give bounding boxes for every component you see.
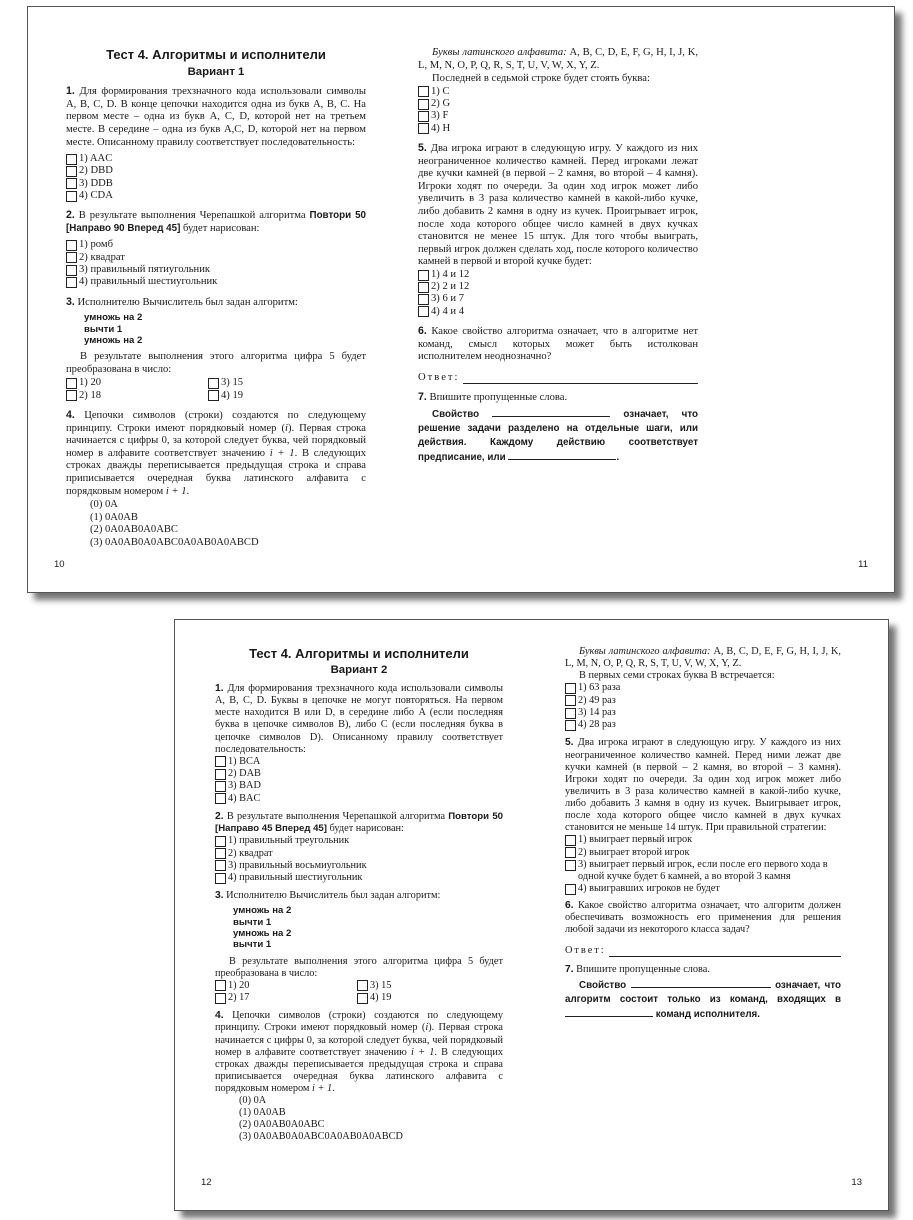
option[interactable]: 3) F — [418, 110, 698, 122]
question-2: 2. В результате выполнения Черепашкой алгоритма Повтори 50 [Направо 90 Вперед 45] будет нарисован: — [66, 209, 367, 234]
checkbox[interactable] — [357, 993, 368, 1004]
option[interactable]: 2) DBD — [66, 165, 366, 177]
question-5: 5. Два игрока играют в следующую игру. У каждого из них неограниченное количество камней. Перед ними лежат две кучки камней (в первой – 2 камня, во второй – 3 камня). Игроки ходят по очереди. За один ход игрок может либо увеличить в 3 раза количество камней в какой-либо кучке, либо добавить 3 камня в одну из кучек. Выигрывает игрок, после хода которого общее число камней в двух кучках становится не меньше 14 штук. При правильной стратегии: — [565, 737, 842, 834]
page-number: 11 — [858, 559, 868, 570]
question-1-options — [66, 153, 366, 202]
checkbox[interactable] — [565, 860, 576, 871]
checkbox[interactable] — [215, 756, 226, 767]
question-3: 3. Исполнителю Вычислитель был задан алгоритм: — [66, 295, 298, 308]
question-4: 4. Цепочки символов (строки) создаются по следующему принципу. Строки имеют порядковый номер (i). Первая строка начинается с цифры 0, за которой следует буква, чей порядковый номер в алфавите соответствует значению i + 1. В следующих строках дважды переписывается предыдущая строка и справа приписывается очередная буква латинского алфавита с порядковым номером i + 1. — [215, 1010, 503, 1094]
question-3-result: В результате выполнения этого алгоритма цифра 5 будет преобразована в число: — [215, 955, 503, 979]
question-3-result: В результате выполнения этого алгоритма цифра 5 будет преобразована в число: — [66, 351, 366, 375]
option[interactable]: 4) 19 — [357, 992, 499, 1004]
checkbox[interactable] — [66, 390, 77, 401]
checkbox[interactable] — [66, 252, 77, 263]
question-4-options — [418, 86, 698, 135]
question-1-options — [215, 756, 503, 805]
checkbox[interactable] — [66, 277, 77, 288]
option[interactable]: 2) 49 раз — [565, 695, 841, 707]
question-2: 2. В результате выполнения Черепашкой алгоритма Повтори 50 [Направо 45 Вперед 45] будет нарисован: — [215, 810, 503, 835]
checkbox[interactable] — [565, 847, 576, 858]
checkbox[interactable] — [215, 836, 226, 847]
answer-line[interactable] — [463, 373, 699, 384]
variant-heading: Вариант 1 — [187, 65, 245, 78]
option[interactable]: 1) AAC — [66, 153, 366, 165]
checkbox[interactable] — [418, 111, 429, 122]
blank-field[interactable] — [631, 978, 771, 988]
checkbox[interactable] — [565, 708, 576, 719]
page-title: Тест 4. Алгоритмы и исполнители — [106, 47, 326, 62]
option[interactable]: 4) BAC — [215, 793, 503, 805]
checkbox[interactable] — [66, 154, 77, 165]
checkbox[interactable] — [215, 993, 226, 1004]
checkbox[interactable] — [66, 178, 77, 189]
checkbox[interactable] — [66, 166, 77, 177]
question-1: 1. Для формирования трехзначного кода использовали символы A, B, C, D. В конце цепочки находится одна из букв A, B, C. На первом месте – одна из букв A, C, D, которой нет на третьем месте. В середине – одна из букв A,C, D, которой нет на первом месте. Описанному правилу соответствует последовательность: — [66, 85, 366, 148]
question-6: 6. Какое свойство алгоритма означает, что в алгоритме нет команд, смысл которых может быть истолкован исполнителем неоднозначно? — [418, 325, 699, 363]
fill-in-text: Свойство означает, что решение задачи разделено на отдельные шаги, или действия. Каждому действию соответствует предписание, или . — [418, 409, 698, 464]
string-sequence: (0) 0A (1) 0A0AB (2) 0A0AB0A0ABC (3) 0A0AB0A0ABC0A0AB0A0ABCD — [90, 499, 259, 548]
checkbox[interactable] — [66, 191, 77, 202]
page-number: 13 — [851, 1177, 862, 1188]
option[interactable]: 4) правильный шестиугольник — [215, 872, 503, 884]
spread-variant-1 — [27, 6, 895, 593]
option[interactable]: 3) DDB — [66, 178, 366, 190]
blank-field[interactable] — [565, 1007, 653, 1017]
question-7: 7. Впишите пропущенные слова. — [418, 391, 568, 404]
option[interactable]: 2) 17 — [215, 992, 357, 1004]
question-3-options — [215, 980, 503, 1005]
question-4: 4. Цепочки символов (строки) создаются по следующему принципу. Строки имеют порядковый номер (i). Первая строка начинается с цифры 0, за которой следует буква, чей порядковый номер в алфавите соответствует значению i + 1. В следующих строках дважды переписывается предыдущая строка и справа приписывается очередная буква латинского алфавита с порядковым номером i + 1. — [66, 408, 366, 497]
blank-field[interactable] — [492, 407, 610, 417]
option[interactable]: 1) 63 раза — [565, 682, 841, 694]
checkbox[interactable] — [215, 769, 226, 780]
page-number: 10 — [54, 559, 65, 570]
option[interactable]: 1) выиграет первый игрок — [565, 834, 841, 846]
option[interactable]: 1) C — [418, 86, 698, 98]
checkbox[interactable] — [565, 695, 576, 706]
option[interactable]: 1) правильный треугольник — [215, 835, 503, 847]
option[interactable]: 3) 14 раз — [565, 707, 841, 719]
question-7: 7. Впишите пропущенные слова. — [565, 963, 710, 975]
question-4-prompt: Последней в седьмой строке будет стоять буква: — [432, 73, 650, 85]
page-11 — [418, 47, 698, 465]
checkbox[interactable] — [418, 270, 429, 281]
checkbox[interactable] — [565, 835, 576, 846]
option[interactable]: 4) 28 раз — [565, 719, 841, 731]
checkbox[interactable] — [215, 848, 226, 859]
option[interactable]: 1) BCA — [215, 756, 503, 768]
checkbox[interactable] — [565, 720, 576, 731]
answer-field[interactable]: Ответ: — [565, 945, 841, 957]
fill-in-text: Свойство означает, что алгоритм состоит только из команд, входящих в команд исполнителя. — [565, 979, 841, 1020]
page-title: Тест 4. Алгоритмы и исполнители — [249, 646, 469, 661]
answer-field[interactable]: Ответ: — [418, 372, 698, 385]
option[interactable]: 2) G — [418, 98, 698, 110]
option[interactable]: 3) правильный пятиугольник — [66, 264, 366, 276]
checkbox[interactable] — [215, 781, 226, 792]
checkbox[interactable] — [418, 294, 429, 305]
question-2-options — [215, 835, 503, 884]
question-3: 3. Исполнителю Вычислитель был задан алгоритм: — [215, 890, 441, 902]
option[interactable]: 4) CDA — [66, 190, 366, 202]
option[interactable]: 4) 19 — [208, 390, 350, 402]
question-5-options — [565, 834, 841, 895]
alphabet-line: Буквы латинского алфавита: A, B, C, D, E, F, G, H, I, J, K, L, M, N, O, P, Q, R, S, T, U, V, W, X, Y, Z. — [418, 47, 698, 71]
page-13 — [565, 646, 841, 1022]
page-12 — [215, 646, 503, 1143]
option[interactable]: 2) выиграет второй игрок — [565, 847, 841, 859]
checkbox[interactable] — [418, 123, 429, 134]
option[interactable]: 3) 15 — [357, 980, 499, 992]
checkbox[interactable] — [418, 306, 429, 317]
checkbox[interactable] — [66, 265, 77, 276]
option[interactable]: 3) BAD — [215, 780, 503, 792]
checkbox[interactable] — [357, 980, 368, 991]
question-5: 5. Два игрока играют в следующую игру. У каждого из них неограниченное количество камней. Перед игроками лежат две кучки камней (в первой – 2 камня, во второй – 4 камня). Игроки ходят по очереди. За один ход игрок может либо увеличить в 3 раза количество камней в какой-либо кучке, либо добавить 2 камня в одну из кучек. Проигрывает игрок, после хода которого общее число камней в двух кучках становится не менее 15 штук. Для того чтобы выиграть, первый игрок должен сделать ход, после которого количество камней в первой и второй кучке будет: — [418, 141, 698, 268]
question-2-options — [66, 240, 366, 289]
option[interactable]: 3) 6 и 7 — [418, 294, 698, 306]
option[interactable]: 1) 20 — [66, 377, 208, 389]
page-10 — [66, 47, 366, 550]
variant-heading: Вариант 2 — [330, 664, 388, 677]
checkbox[interactable] — [208, 390, 219, 401]
option[interactable]: 3) 15 — [208, 377, 350, 389]
checkbox[interactable] — [215, 793, 226, 804]
option[interactable]: 1) 20 — [215, 980, 357, 992]
checkbox[interactable] — [418, 86, 429, 97]
option[interactable]: 3) правильный восьмиугольник — [215, 860, 503, 872]
checkbox[interactable] — [565, 884, 576, 895]
spread-variant-2 — [174, 619, 889, 1211]
option[interactable]: 4) выигравших игроков не будет — [565, 883, 841, 895]
page-number: 12 — [201, 1177, 212, 1188]
question-3-options — [66, 377, 366, 402]
option[interactable]: 4) H — [418, 123, 698, 135]
checkbox[interactable] — [565, 683, 576, 694]
question-5-options — [418, 269, 698, 318]
checkbox[interactable] — [215, 873, 226, 884]
checkbox[interactable] — [418, 99, 429, 110]
question-4-prompt: В первых семи строках буква B встречается: — [579, 670, 775, 682]
option[interactable]: 1) 4 и 12 — [418, 269, 698, 281]
algorithm-code: умножь на 2 вычти 1 умножь на 2 — [84, 312, 143, 346]
alphabet-line: Буквы латинского алфавита: A, B, C, D, E, F, G, H, I, J, K, L, M, N, O, P, Q, R, S, T, U, V, W, X, Y, Z. — [565, 646, 842, 670]
option[interactable]: 3) выиграет первый игрок, если после его первого хода в одной кучке будет 6 камней, а во второй 3 камня — [565, 859, 841, 883]
option[interactable]: 4) правильный шестиугольник — [66, 276, 366, 288]
option[interactable]: 2) 18 — [66, 390, 208, 402]
blank-field[interactable] — [508, 450, 616, 460]
string-sequence: (0) 0A (1) 0A0AB (2) 0A0AB0A0ABC (3) 0A0AB0A0ABC0A0AB0A0ABCD — [239, 1095, 403, 1143]
checkbox[interactable] — [215, 860, 226, 871]
option[interactable]: 2) квадрат — [66, 252, 366, 264]
answer-line[interactable] — [609, 946, 841, 957]
option[interactable]: 2) 2 и 12 — [418, 281, 698, 293]
checkbox[interactable] — [66, 378, 77, 389]
checkbox[interactable] — [208, 378, 219, 389]
question-4-options — [565, 682, 841, 731]
option[interactable]: 2) квадрат — [215, 847, 503, 859]
option[interactable]: 1) ромб — [66, 240, 366, 252]
algorithm-code: умножь на 2 вычти 1 умножь на 2 вычти 1 — [233, 905, 292, 951]
question-6: 6. Какое свойство алгоритма означает, что алгоритм должен обеспечивать возможность его применения для решения любой задачи из некоторого класса задач? — [565, 900, 841, 936]
checkbox[interactable] — [215, 980, 226, 991]
checkbox[interactable] — [66, 240, 77, 251]
question-1: 1. Для формирования трехзначного кода использовали символы A, B, C, D. Буквы в цепочке не могут повторяться. На первом месте находится B или D, в середине либо A (если последняя буква в цепочке символов B), либо C (если последняя буква в цепочке символов D). Описанному правилу соответствует последовательность: — [215, 683, 503, 755]
checkbox[interactable] — [418, 282, 429, 293]
option[interactable]: 2) DAB — [215, 768, 503, 780]
option[interactable]: 4) 4 и 4 — [418, 306, 698, 318]
